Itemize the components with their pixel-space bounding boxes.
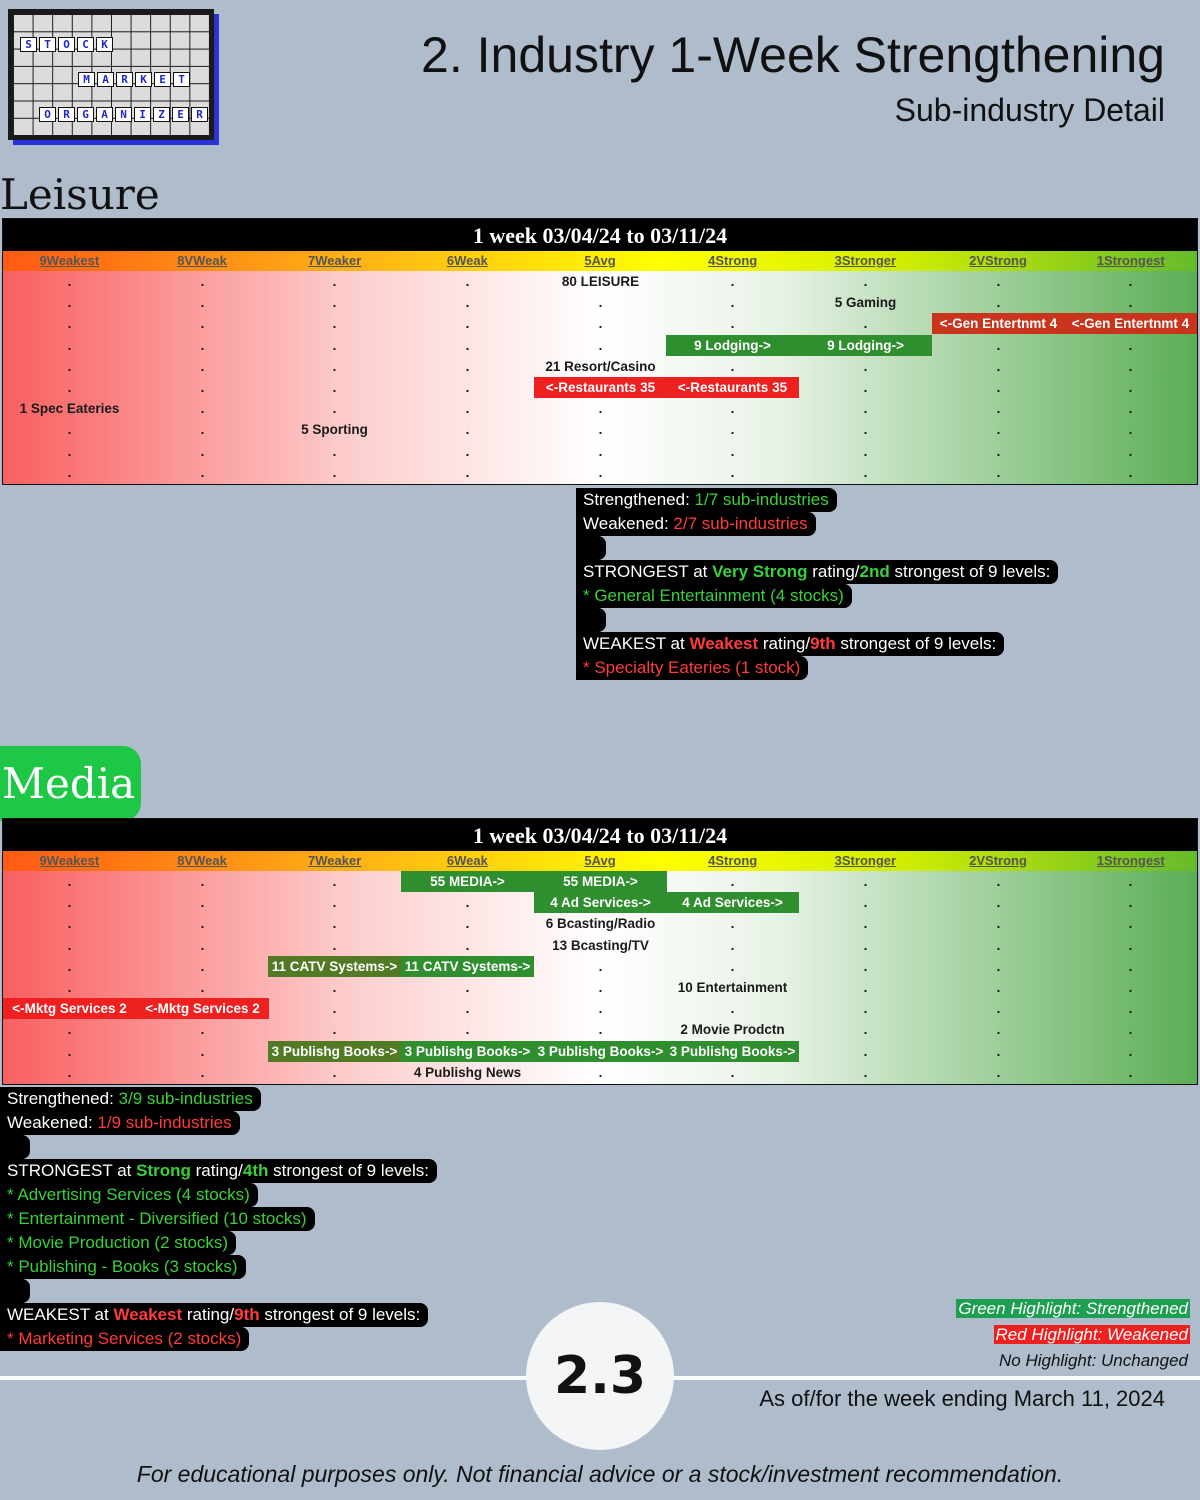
table-cell: . [996, 380, 1001, 395]
highlight-legend [956, 1298, 1190, 1376]
table-cell: 80 LEISURE [561, 274, 640, 289]
summary-text: * Specialty Eateries (1 stock) [583, 658, 801, 677]
table-cell: 11 CATV Systems-> [401, 956, 534, 977]
table-cell: . [730, 916, 735, 931]
disclaimer: For educational purposes only. Not financial advice or a stock/investment recommendation. [136, 1461, 1064, 1487]
table-cell: . [730, 316, 735, 331]
table-cell: 2 Movie Prodctn [680, 1022, 785, 1037]
logo-letter: R [58, 107, 75, 122]
table-cell: . [863, 422, 868, 437]
summary-line [0, 1303, 428, 1327]
table-cell: . [598, 338, 603, 353]
table-cell: . [332, 916, 337, 931]
table-cell: 55 MEDIA-> [534, 871, 667, 892]
table-cell: . [730, 274, 735, 289]
level-header: 8VWeak [177, 253, 227, 268]
table-cell: <-Mktg Services 2 [3, 998, 136, 1019]
table-cell: 11 CATV Systems-> [268, 956, 401, 977]
summary-text: rating/ [807, 562, 860, 581]
table-cell: . [67, 422, 72, 437]
table-cell: . [996, 980, 1001, 995]
table-cell: . [200, 359, 205, 374]
summary-text: rating/ [758, 634, 811, 653]
logo-letter: I [134, 107, 151, 122]
table-cell: . [465, 295, 470, 310]
table-cell: . [996, 959, 1001, 974]
table-cell: . [332, 274, 337, 289]
table-cell: 3 Publishg Books-> [666, 1041, 799, 1062]
table-cell: . [996, 916, 1001, 931]
table-cell: . [200, 1065, 205, 1080]
media-table-title: 1 week 03/04/24 to 03/11/24 [3, 819, 1197, 851]
table-cell: 4 Ad Services-> [666, 892, 799, 913]
summary-line [576, 488, 837, 512]
leisure-table [2, 218, 1198, 485]
table-cell: . [465, 980, 470, 995]
table-cell: . [996, 295, 1001, 310]
table-cell: . [465, 401, 470, 416]
table-cell: . [200, 401, 205, 416]
leisure-level-headers [3, 251, 1197, 271]
table-cell: . [465, 895, 470, 910]
summary-line [576, 656, 808, 680]
table-cell: 13 Bcasting/TV [552, 938, 649, 953]
table-cell: . [1128, 444, 1133, 459]
table-cell: . [863, 274, 868, 289]
table-cell: 21 Resort/Casino [545, 359, 656, 374]
table-cell: . [730, 295, 735, 310]
summary-text: Weakened: [7, 1113, 98, 1132]
level-header: 2VStrong [969, 253, 1027, 268]
table-cell: . [996, 1001, 1001, 1016]
table-cell: . [200, 338, 205, 353]
table-cell: . [1128, 916, 1133, 931]
table-cell: . [996, 465, 1001, 480]
level-header: 5Avg [584, 853, 616, 868]
table-cell: . [598, 401, 603, 416]
table-cell: . [67, 874, 72, 889]
table-cell: . [1128, 959, 1133, 974]
table-cell: 4 Publishg News [413, 1065, 522, 1080]
table-cell: . [598, 444, 603, 459]
summary-text: 3/9 sub-industries [118, 1089, 253, 1108]
page-title: 2. Industry 1-Week Strengthening [421, 27, 1165, 83]
table-cell: . [863, 380, 868, 395]
table-cell: . [332, 1065, 337, 1080]
table-cell: . [730, 959, 735, 974]
level-header: 9Weakest [39, 853, 100, 868]
table-cell: . [863, 895, 868, 910]
table-cell: . [1128, 980, 1133, 995]
table-cell: . [996, 1065, 1001, 1080]
table-cell: . [200, 380, 205, 395]
table-cell: . [1128, 1044, 1133, 1059]
table-cell: . [332, 1001, 337, 1016]
table-cell: . [1128, 874, 1133, 889]
table-cell: . [200, 465, 205, 480]
legend-strengthened: Green Highlight: Strengthened [958, 1299, 1188, 1318]
table-cell: . [332, 1022, 337, 1037]
table-cell: 5 Gaming [834, 295, 897, 310]
table-cell: . [863, 959, 868, 974]
table-cell: . [863, 938, 868, 953]
table-cell: . [996, 274, 1001, 289]
table-cell: 9 Lodging-> [799, 335, 932, 356]
table-cell: . [996, 938, 1001, 953]
table-cell: . [465, 422, 470, 437]
table-cell: . [200, 959, 205, 974]
table-cell: . [863, 465, 868, 480]
table-cell: . [200, 274, 205, 289]
table-cell: . [465, 359, 470, 374]
table-cell: . [730, 1065, 735, 1080]
logo-letter: O [58, 37, 75, 52]
table-cell: . [1128, 295, 1133, 310]
summary-text: strongest of 9 levels: [835, 634, 997, 653]
summary-line [0, 1207, 315, 1231]
table-cell: . [730, 465, 735, 480]
level-header: 7Weaker [308, 853, 362, 868]
summary-line [0, 1255, 246, 1279]
table-cell: . [1128, 1022, 1133, 1037]
table-cell: 3 Publishg Books-> [401, 1041, 534, 1062]
summary-spacer [0, 1279, 30, 1303]
table-cell: . [465, 1001, 470, 1016]
table-cell: . [863, 1022, 868, 1037]
table-cell: . [1128, 465, 1133, 480]
table-cell: . [332, 444, 337, 459]
logo-letter: M [78, 72, 95, 87]
table-cell: 4 Ad Services-> [534, 892, 667, 913]
table-cell: <-Gen Entertnmt 4 [1064, 313, 1197, 334]
section-label-leisure: Leisure [0, 170, 160, 219]
table-cell: 1 Spec Eateries [19, 401, 120, 416]
summary-line [576, 584, 852, 608]
level-header: 6Weak [446, 253, 488, 268]
logo-letter: E [154, 72, 171, 87]
summary-text: rating/ [190, 1161, 243, 1180]
summary-text: * Entertainment - Diversified (10 stocks) [7, 1209, 307, 1228]
table-cell: . [200, 916, 205, 931]
logo-letter: R [116, 72, 133, 87]
table-cell: . [332, 316, 337, 331]
table-cell: . [67, 959, 72, 974]
logo-letter: K [135, 72, 152, 87]
table-cell: . [863, 401, 868, 416]
table-cell: . [996, 1044, 1001, 1059]
table-cell: . [67, 338, 72, 353]
level-header: 4Strong [708, 853, 758, 868]
table-cell: . [996, 1022, 1001, 1037]
table-cell: . [598, 316, 603, 331]
summary-text: Strengthened: [583, 490, 695, 509]
summary-text: 2/7 sub-industries [673, 514, 808, 533]
table-cell: . [730, 444, 735, 459]
table-cell: . [465, 1022, 470, 1037]
table-cell: . [332, 359, 337, 374]
level-header: 5Avg [584, 253, 616, 268]
table-cell: . [1128, 274, 1133, 289]
level-header: 9Weakest [39, 253, 100, 268]
table-cell: . [996, 338, 1001, 353]
table-cell: <-Restaurants 35 [666, 377, 799, 398]
table-cell: . [1128, 359, 1133, 374]
table-cell: 55 MEDIA-> [401, 871, 534, 892]
summary-text: Very Strong [712, 562, 808, 581]
table-cell: . [996, 422, 1001, 437]
table-cell: . [598, 959, 603, 974]
summary-text: Strong [136, 1161, 191, 1180]
summary-text: * General Entertainment (4 stocks) [583, 586, 844, 605]
table-cell: . [200, 1022, 205, 1037]
logo-word-market [78, 72, 190, 87]
level-header: 4Strong [708, 253, 758, 268]
stock-market-organizer-logo [8, 9, 214, 140]
table-cell: . [67, 274, 72, 289]
media-table-body [3, 871, 1197, 1084]
table-cell: . [465, 338, 470, 353]
table-cell: . [1128, 1001, 1133, 1016]
table-cell: . [465, 444, 470, 459]
summary-text: rating/ [182, 1305, 235, 1324]
summary-text: 9th [234, 1305, 260, 1324]
logo-letter: R [191, 107, 208, 122]
summary-text: WEAKEST at [583, 634, 690, 653]
table-cell: 5 Sporting [301, 422, 368, 437]
section-label-media: Media [0, 746, 141, 821]
table-cell: . [67, 916, 72, 931]
table-cell: . [67, 938, 72, 953]
table-cell: . [67, 1065, 72, 1080]
table-cell: . [1128, 338, 1133, 353]
table-cell: . [1128, 938, 1133, 953]
page-number-badge: 2.3 [526, 1302, 674, 1450]
table-cell: . [465, 316, 470, 331]
summary-text: strongest of 9 levels: [268, 1161, 430, 1180]
summary-text: 4th [242, 1161, 269, 1180]
table-cell: . [730, 1001, 735, 1016]
table-cell: . [200, 1044, 205, 1059]
table-cell: . [863, 1001, 868, 1016]
summary-spacer [576, 608, 606, 632]
table-cell: . [332, 380, 337, 395]
table-cell: . [67, 895, 72, 910]
table-cell: . [332, 874, 337, 889]
table-cell: . [67, 444, 72, 459]
table-cell: . [863, 980, 868, 995]
summary-line [576, 512, 816, 536]
logo-letter: E [172, 107, 189, 122]
table-cell: 10 Entertainment [677, 980, 788, 995]
level-header: 3Stronger [834, 253, 897, 268]
table-cell: . [1128, 422, 1133, 437]
media-table [2, 818, 1198, 1085]
legend-unchanged: No Highlight: Unchanged [998, 1351, 1188, 1370]
table-cell: . [332, 338, 337, 353]
summary-line [576, 560, 1058, 584]
level-header: 2VStrong [969, 853, 1027, 868]
table-cell: . [598, 295, 603, 310]
table-cell: 6 Bcasting/Radio [545, 916, 656, 931]
table-cell: 3 Publishg Books-> [534, 1041, 667, 1062]
summary-text: * Movie Production (2 stocks) [7, 1233, 229, 1252]
table-cell: . [465, 465, 470, 480]
leisure-table-body [3, 271, 1197, 484]
summary-text: 1/9 sub-industries [97, 1113, 232, 1132]
logo-word-stock [20, 37, 113, 52]
table-cell: . [996, 444, 1001, 459]
table-cell: . [465, 380, 470, 395]
legend-weakened: Red Highlight: Weakened [995, 1325, 1188, 1344]
table-cell: . [863, 1044, 868, 1059]
table-cell: . [598, 1001, 603, 1016]
table-cell: . [863, 444, 868, 459]
table-cell: . [863, 916, 868, 931]
table-cell: . [200, 422, 205, 437]
table-cell: . [863, 1065, 868, 1080]
summary-text: Strengthened: [7, 1089, 119, 1108]
table-cell: . [67, 295, 72, 310]
table-cell: . [332, 295, 337, 310]
table-cell: . [67, 1044, 72, 1059]
table-cell: 3 Publishg Books-> [268, 1041, 401, 1062]
summary-text: STRONGEST at [583, 562, 713, 581]
summary-spacer [0, 1135, 30, 1159]
logo-letter: A [96, 107, 113, 122]
summary-text: * Advertising Services (4 stocks) [7, 1185, 250, 1204]
table-cell: . [67, 465, 72, 480]
summary-text: * Marketing Services (2 stocks) [7, 1329, 242, 1348]
table-cell: . [67, 316, 72, 331]
level-header: 3Stronger [834, 853, 897, 868]
table-cell: . [598, 465, 603, 480]
level-header: 1Strongest [1096, 853, 1165, 868]
table-cell: . [598, 1065, 603, 1080]
table-cell: . [332, 465, 337, 480]
table-cell: . [730, 359, 735, 374]
table-cell: . [730, 938, 735, 953]
table-cell: . [863, 316, 868, 331]
summary-spacer [576, 536, 606, 560]
table-cell: . [1128, 895, 1133, 910]
table-cell: . [67, 380, 72, 395]
summary-line [0, 1183, 258, 1207]
summary-text: 9th [810, 634, 836, 653]
table-cell: . [200, 980, 205, 995]
summary-text: Weakened: [583, 514, 674, 533]
page-subtitle: Sub-industry Detail [894, 92, 1165, 128]
table-cell: 9 Lodging-> [666, 335, 799, 356]
as-of-date: As of/for the week ending March 11, 2024 [759, 1386, 1165, 1411]
logo-letter: T [39, 37, 56, 52]
table-cell: . [67, 1022, 72, 1037]
table-cell: . [863, 359, 868, 374]
table-cell: . [200, 874, 205, 889]
table-cell: . [67, 980, 72, 995]
level-header: 1Strongest [1096, 253, 1165, 268]
level-header: 8VWeak [177, 853, 227, 868]
table-cell: . [598, 422, 603, 437]
table-cell: . [598, 1022, 603, 1037]
table-cell: . [598, 980, 603, 995]
table-cell: . [67, 359, 72, 374]
summary-line [0, 1231, 236, 1255]
table-cell: . [1128, 401, 1133, 416]
table-cell: . [200, 444, 205, 459]
summary-text: WEAKEST at [7, 1305, 114, 1324]
table-cell: . [465, 274, 470, 289]
table-cell: . [332, 938, 337, 953]
leisure-table-title: 1 week 03/04/24 to 03/11/24 [3, 219, 1197, 251]
logo-letter: Z [153, 107, 170, 122]
level-header: 7Weaker [308, 253, 362, 268]
table-cell: . [332, 895, 337, 910]
table-cell: . [996, 895, 1001, 910]
media-level-headers [3, 851, 1197, 871]
logo-letter: O [39, 107, 56, 122]
summary-text: * Publishing - Books (3 stocks) [7, 1257, 238, 1276]
table-cell: . [996, 359, 1001, 374]
table-cell: <-Restaurants 35 [534, 377, 667, 398]
summary-text: 2nd [859, 562, 890, 581]
table-cell: . [200, 895, 205, 910]
table-cell: <-Gen Entertnmt 4 [932, 313, 1065, 334]
table-cell: . [200, 316, 205, 331]
table-cell: . [200, 295, 205, 310]
table-cell: . [730, 422, 735, 437]
summary-line [0, 1159, 437, 1183]
summary-text: STRONGEST at [7, 1161, 137, 1180]
logo-letter: A [97, 72, 114, 87]
leisure-summary [576, 488, 1058, 680]
summary-text: Weakest [113, 1305, 183, 1324]
table-cell: <-Mktg Services 2 [136, 998, 269, 1019]
logo-letter: G [77, 107, 94, 122]
table-cell: . [996, 401, 1001, 416]
table-cell: . [730, 401, 735, 416]
table-cell: . [200, 938, 205, 953]
logo-letter: K [96, 37, 113, 52]
logo-letter: C [77, 37, 94, 52]
media-summary [0, 1087, 437, 1351]
level-header: 6Weak [446, 853, 488, 868]
table-cell: . [1128, 380, 1133, 395]
table-cell: . [863, 874, 868, 889]
summary-text: strongest of 9 levels: [259, 1305, 421, 1324]
table-cell: . [465, 916, 470, 931]
summary-text: strongest of 9 levels: [889, 562, 1051, 581]
table-cell: . [996, 874, 1001, 889]
table-cell: . [465, 938, 470, 953]
summary-line [0, 1327, 249, 1351]
logo-letter: N [115, 107, 132, 122]
summary-line [0, 1111, 240, 1135]
table-cell: . [1128, 1065, 1133, 1080]
logo-letter: S [20, 37, 37, 52]
summary-text: 1/7 sub-industries [694, 490, 829, 509]
table-cell: . [730, 874, 735, 889]
summary-text: Weakest [689, 634, 759, 653]
logo-letter: T [173, 72, 190, 87]
table-cell: . [332, 401, 337, 416]
logo-word-organizer [39, 107, 208, 122]
summary-line [0, 1087, 261, 1111]
table-cell: . [332, 980, 337, 995]
summary-line [576, 632, 1004, 656]
